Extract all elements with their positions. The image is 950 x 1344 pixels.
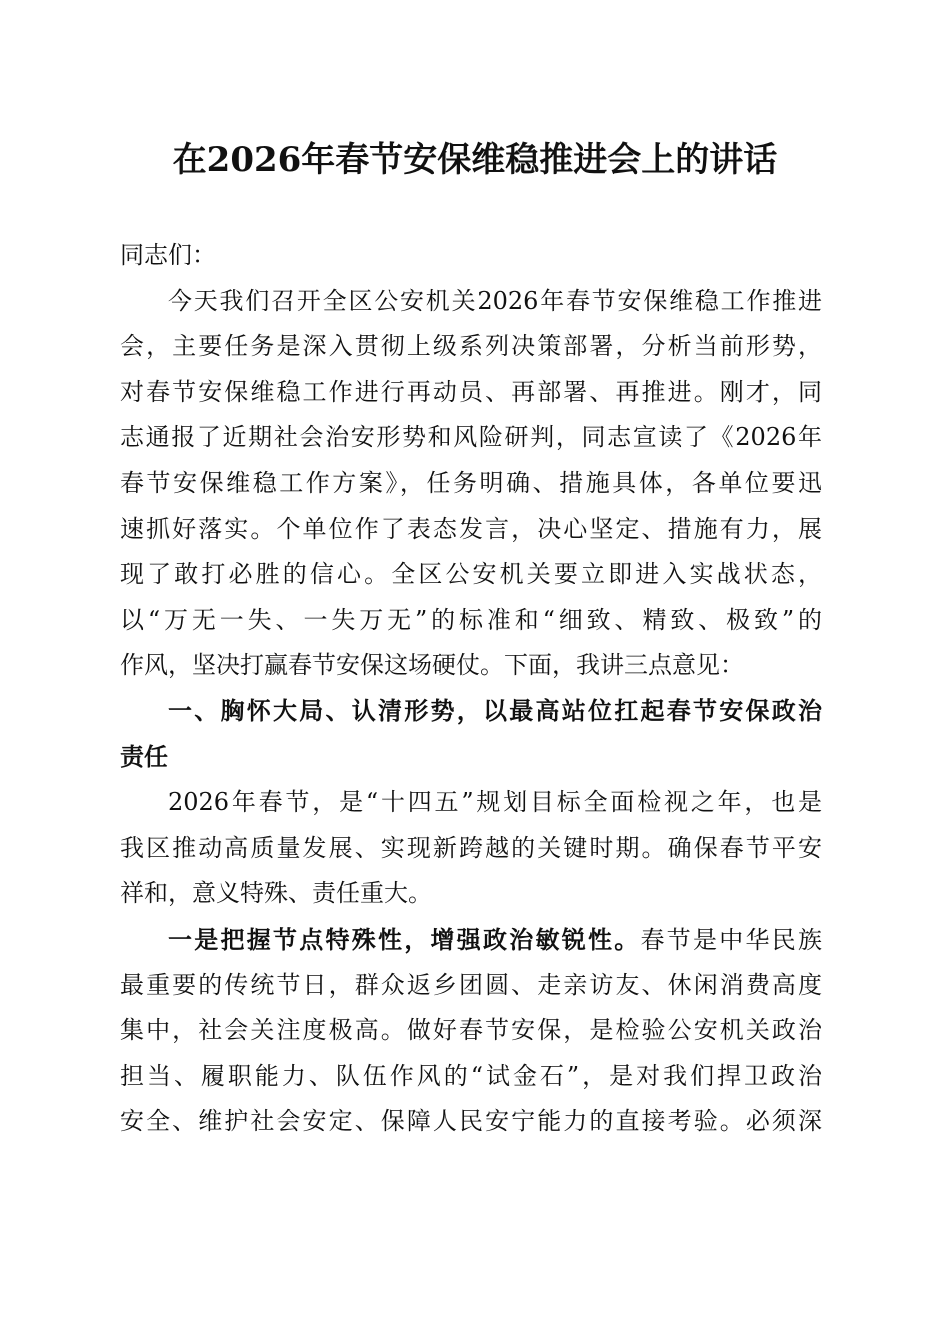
text-line <box>120 780 822 826</box>
paragraph <box>120 780 822 917</box>
document-title: 在2026年春节安保维稳推进会上的讲话 <box>172 140 778 180</box>
line-text: 最重要的传统节日，群众返乡团圆、走亲访友、休闲消费高度 <box>120 970 822 999</box>
line-text: 会，主要任务是深入贯彻上级系列决策部署，分析当前形势， <box>120 332 822 361</box>
text-line <box>120 279 822 325</box>
line-text: 速抓好落实。个单位作了表态发言，决心坚定、措施有力，展 <box>120 514 822 543</box>
text-line <box>120 507 822 553</box>
text-line <box>120 552 822 598</box>
line-text: 担当、履职能力、队伍作风的“试金石”，是对我们捍卫政治 <box>120 1061 822 1090</box>
section-heading <box>120 689 822 780</box>
line-text: 春节是中华民族 <box>640 925 822 954</box>
text-line <box>120 963 822 1009</box>
line-text: 现了敢打必胜的信心。全区公安机关要立即进入实战状态， <box>120 560 822 589</box>
line-text: 集中，社会关注度极高。做好春节安保，是检验公安机关政治 <box>120 1016 822 1045</box>
paragraph <box>120 917 822 1145</box>
line-text: 以“万无一失、一失万无”的标准和“细致、精致、极致”的 <box>120 605 822 634</box>
line-text: 对春节安保维稳工作进行再动员、再部署、再推进。刚才，同 <box>120 377 822 406</box>
text-line <box>120 1054 822 1100</box>
text-line <box>120 233 822 279</box>
text-line <box>120 598 822 644</box>
text-line <box>120 370 822 416</box>
line-text: 祥和，意义特殊、责任重大。 <box>120 879 432 908</box>
text-line <box>120 461 822 507</box>
text-line <box>120 1008 822 1054</box>
line-text: 志通报了近期社会治安形势和风险研判，同志宣读了《2026年 <box>120 423 822 452</box>
line-text: 责任 <box>120 742 168 771</box>
document-body <box>120 233 822 1145</box>
text-line <box>120 917 822 963</box>
text-line <box>120 689 822 735</box>
text-line <box>120 324 822 370</box>
line-text: 2026年春节，是“十四五”规划目标全面检视之年，也是 <box>168 788 822 817</box>
lead-sentence: 一是把握节点特殊性，增强政治敏锐性。 <box>168 924 641 954</box>
text-line <box>120 871 822 917</box>
text-line <box>120 1099 822 1145</box>
salutation <box>120 233 822 279</box>
text-line <box>120 643 822 689</box>
line-text: 春节安保维稳工作方案》，任务明确、措施具体，各单位要迅 <box>120 468 822 497</box>
line-text: 作风，坚决打赢春节安保这场硬仗。下面，我讲三点意见： <box>120 651 744 680</box>
line-text: 安全、维护社会安定、保障人民安宁能力的直接考验。必须深 <box>120 1107 822 1136</box>
line-text: 我区推动高质量发展、实现新跨越的关键时期。确保春节平安 <box>120 833 822 862</box>
line-text: 一、胸怀大局、认清形势，以最高站位扛起春节安保政治 <box>168 696 822 725</box>
paragraph <box>120 279 822 689</box>
text-line <box>120 735 822 781</box>
line-text: 今天我们召开全区公安机关2026年春节安保维稳工作推进 <box>168 286 822 315</box>
text-line <box>120 826 822 872</box>
text-line <box>120 415 822 461</box>
line-text: 同志们： <box>120 241 216 269</box>
